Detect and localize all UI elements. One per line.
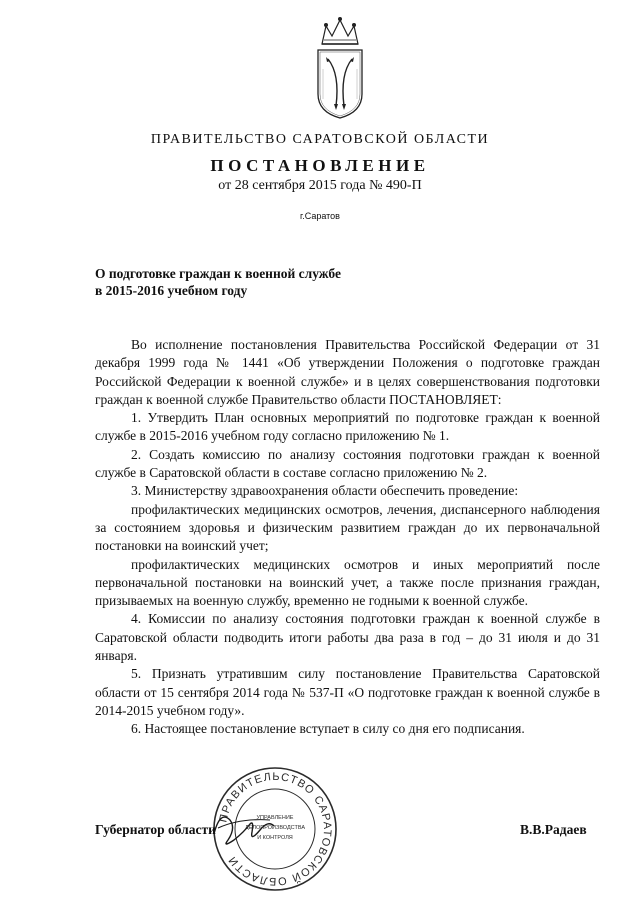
document-city: г.Саратов — [300, 211, 340, 221]
body-paragraph: 3. Министерству здравоохранения области обеспечить проведение: — [131, 483, 519, 499]
signatory-name: В.В.Радаев — [520, 822, 587, 837]
document-body — [95, 336, 600, 739]
document-type: ПОСТАНОВЛЕНИЕ — [210, 156, 430, 175]
body-paragraph: 6. Настоящее постановление вступает в силу со дня его подписания. — [131, 721, 525, 737]
stamp-inner-line-3: И КОНТРОЛЯ — [257, 835, 293, 841]
organization-name: ПРАВИТЕЛЬСТВО САРАТОВСКОЙ ОБЛАСТИ — [150, 132, 490, 147]
stamp-outer-text: ПРАВИТЕЛЬСТВО САРАТОВСКОЙ ОБЛАСТИ — [217, 770, 334, 888]
body-paragraph: 5. Признать утратившим силу постановление Правительства Саратовской области от 15 сентября 2014 года № 537-П «О подготовке граждан к военной службе в 2014-2015 учебном году». — [95, 666, 600, 718]
body-paragraph: 4. Комиссии по анализу состояния подготовки граждан к военной службе в Саратовской области подводить итоги работы два раза в год – до 31 июля и до 31 января. — [95, 611, 600, 664]
stamp-inner-line-2: ДЕЛОПРОИЗВОДСТВА — [244, 825, 306, 831]
stamp-inner-line-1: УПРАВЛЕНИЕ — [256, 815, 294, 821]
document-subject — [95, 265, 395, 299]
coat-of-arms-icon — [300, 14, 380, 122]
body-paragraph: профилактических медицинских осмотров, лечения, диспансерного наблюдения за состоянием здоровья и физическим развитием граждан до их первоначальной постановки на воинский учет; — [95, 501, 600, 554]
document-date-number: от 28 сентября 2015 года № 490-П — [218, 178, 422, 193]
handwritten-signature-icon — [200, 790, 320, 860]
body-paragraph: 1. Утвердить План основных мероприятий по подготовке граждан к военной службе в 2015-2016 учебном году согласно приложению № 1. — [95, 410, 600, 444]
body-paragraph: 2. Создать комиссию по анализу состояния подготовки граждан к военной службе в Саратовской области в составе согласно приложению № 2. — [95, 446, 600, 481]
body-paragraph: Во исполнение постановления Правительства Российской Федерации от 31 декабря 1999 года № 1441 «Об утверждении Положения о подготовке граждан Российской Федерации к военной службе» и в целях совершенствования подготовки граждан к военной службе Правительство области ПОСТАНОВЛЯЕТ: — [95, 337, 600, 407]
signatory-position: Губернатор области — [95, 822, 216, 837]
subject-line-2: в 2015-2016 учебном году — [95, 283, 248, 298]
body-paragraph: профилактических медицинских осмотров и иных мероприятий после первоначальной постановки на воинский учет, а также после признания граждан, призываемых на военную службу, временно не годными к военной службе. — [95, 556, 600, 609]
subject-line-1: О подготовке граждан к военной службе — [95, 266, 341, 281]
